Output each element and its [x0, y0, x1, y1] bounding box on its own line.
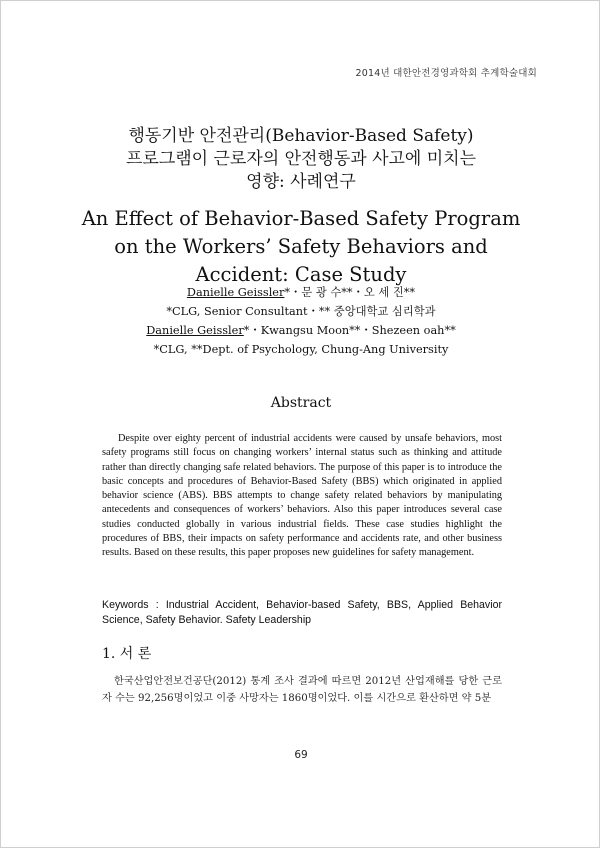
english-title-line: An Effect of Behavior-Based Safety Program	[81, 207, 521, 230]
first-author-name: Danielle Geissler	[186, 286, 285, 299]
korean-title-line: 영향: 사례연구	[246, 172, 356, 192]
first-author-name-en: Danielle Geissler	[146, 324, 244, 337]
english-title-line: on the Workers’ Safety Behaviors and	[114, 235, 488, 258]
co-authors-korean: *・문 광 수**・오 세 진**	[284, 286, 416, 299]
keywords: Keywords : Industrial Accident, Behavior-based Safety, BBS, Applied Behavior Science, Safety Behavior. Safety Leadership	[102, 599, 502, 626]
korean-title	[41, 125, 561, 194]
korean-affiliation-line: *CLG, Senior Consultant・** 중앙대학교 심리학과	[166, 305, 436, 318]
body-paragraph: 한국산업안전보건공단(2012) 통계 조사 결과에 따르면 2012년 산업재해를 당한 근로자 수는 92,256명이었고 이중 사망자는 1860명이었다. 이를 시간으로 환산하면 약 5분	[102, 676, 502, 704]
author-block	[41, 283, 561, 359]
page-number: 69	[294, 749, 308, 761]
korean-title-line: 행동기반 안전관리(Behavior-Based Safety)	[128, 126, 474, 146]
co-authors-english: *・Kwangsu Moon**・Shezeen oah**	[243, 324, 456, 337]
section-heading: 1. 서 론	[102, 646, 152, 662]
running-head: 2014년 대한안전경영과학회 추계학술대회	[355, 68, 537, 79]
korean-title-line: 프로그램이 근로자의 안전행동과 사고에 미치는	[125, 149, 477, 169]
english-affiliation-line: *CLG, **Dept. of Psychology, Chung-Ang University	[153, 343, 449, 356]
english-author-line	[41, 321, 561, 340]
english-title-line: Accident: Case Study	[195, 263, 407, 286]
korean-author-line	[41, 283, 561, 302]
abstract-heading: Abstract	[270, 395, 332, 411]
english-title	[41, 205, 561, 289]
abstract-text: Despite over eighty percent of industrial accidents were caused by unsafe behaviors, most safety programs still focus on changing workers’ internal status such as thinking and attitude rather than directly changing safe related behaviors. The purpose of this paper is to introduce the basic concepts and procedures of Behavior-Based Safety (BBS) which originated in applied behavior science (ABS). BBS attempts to change safety related behaviors by manipulating antecedents and consequences of workers’ behaviors. Also this paper introduces several case studies conducted globally in various industrial fields. These case studies highlight the procedures of BBS, their impacts on safety performance and accidents rate, and other business results. Based on these results, this paper proposes new guidelines for safety management.	[102, 433, 502, 559]
